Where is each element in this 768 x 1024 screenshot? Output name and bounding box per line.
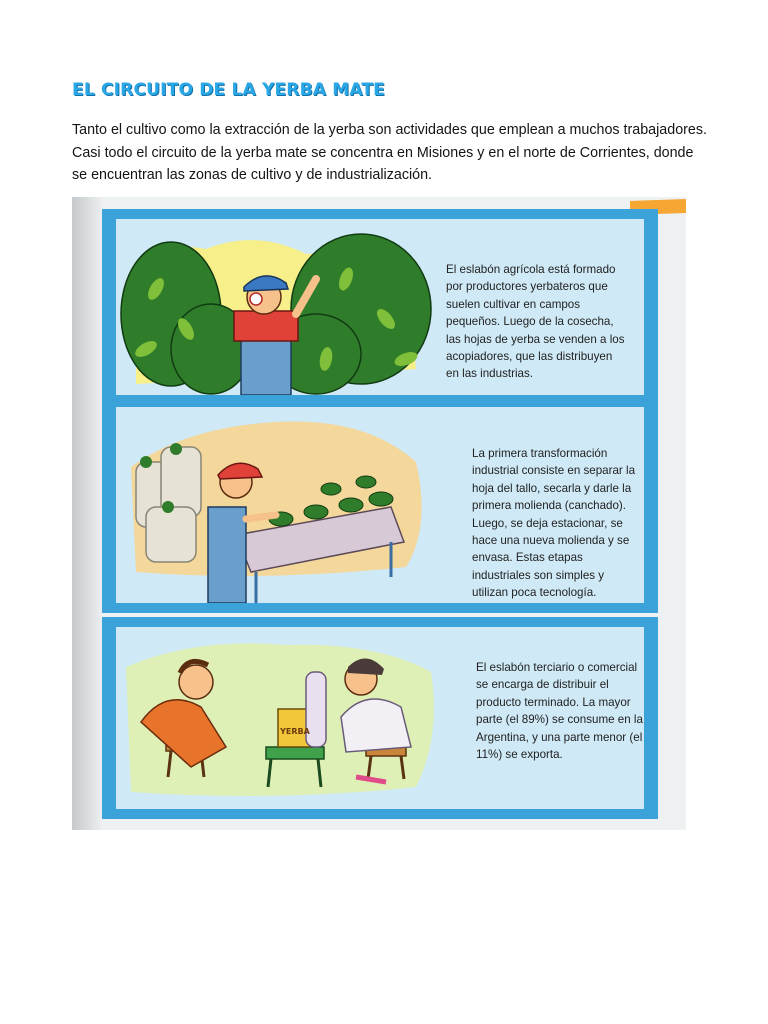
- panel-industrial-inner: [116, 407, 644, 603]
- worker-at-conveyor-illustration: [116, 407, 436, 603]
- yerba-package-label: YERBA: [280, 727, 310, 736]
- farmer-picking-leaves-illustration: [116, 219, 436, 395]
- panel-agricola-text: El eslabón agrícola está formado por productores yerbateros que suelen cultivar en campos pequeños. Luego de la cosecha, las hojas de yerba se venden a los acopiadores, que las distribuyen en las industrias.: [446, 263, 625, 381]
- panel-comercial-inner: [116, 627, 644, 809]
- textbook-page-photo: [72, 197, 686, 830]
- people-drinking-mate-illustration: [116, 627, 446, 809]
- panel-industrial-text: La primera transformación industrial consiste en separar la hoja del tallo, secarla y darle la primera molienda (canchado). Luego, se deja estacionar, se hace una nueva molienda y se envasa. Estas etapas industriales son simples y utilizan poca tecnología.: [472, 447, 636, 600]
- page-title: EL CIRCUITO DE LA YERBA MATE: [72, 80, 385, 100]
- panel-agricola-inner: [116, 219, 644, 395]
- panel-comercial-text: El eslabón terciario o comercial se encarga de distribuir el producto terminado. La mayor parte (el 89%) se consume en la Argentina, y una parte menor (el 11%) se exporta.: [476, 661, 643, 762]
- page-gutter: [72, 197, 102, 830]
- panel-industrial: [102, 397, 658, 613]
- intro-paragraph: Tanto el cultivo como la extracción de la yerba son actividades que emplean a muchos trabajadores. Casi todo el circuito de la yerba mate se concentra en Misiones y en el norte de Corrientes, donde se encuentran las zonas de cultivo y de industrialización.: [72, 122, 707, 183]
- panel-agricola: [102, 209, 658, 405]
- panel-comercial: [102, 617, 658, 819]
